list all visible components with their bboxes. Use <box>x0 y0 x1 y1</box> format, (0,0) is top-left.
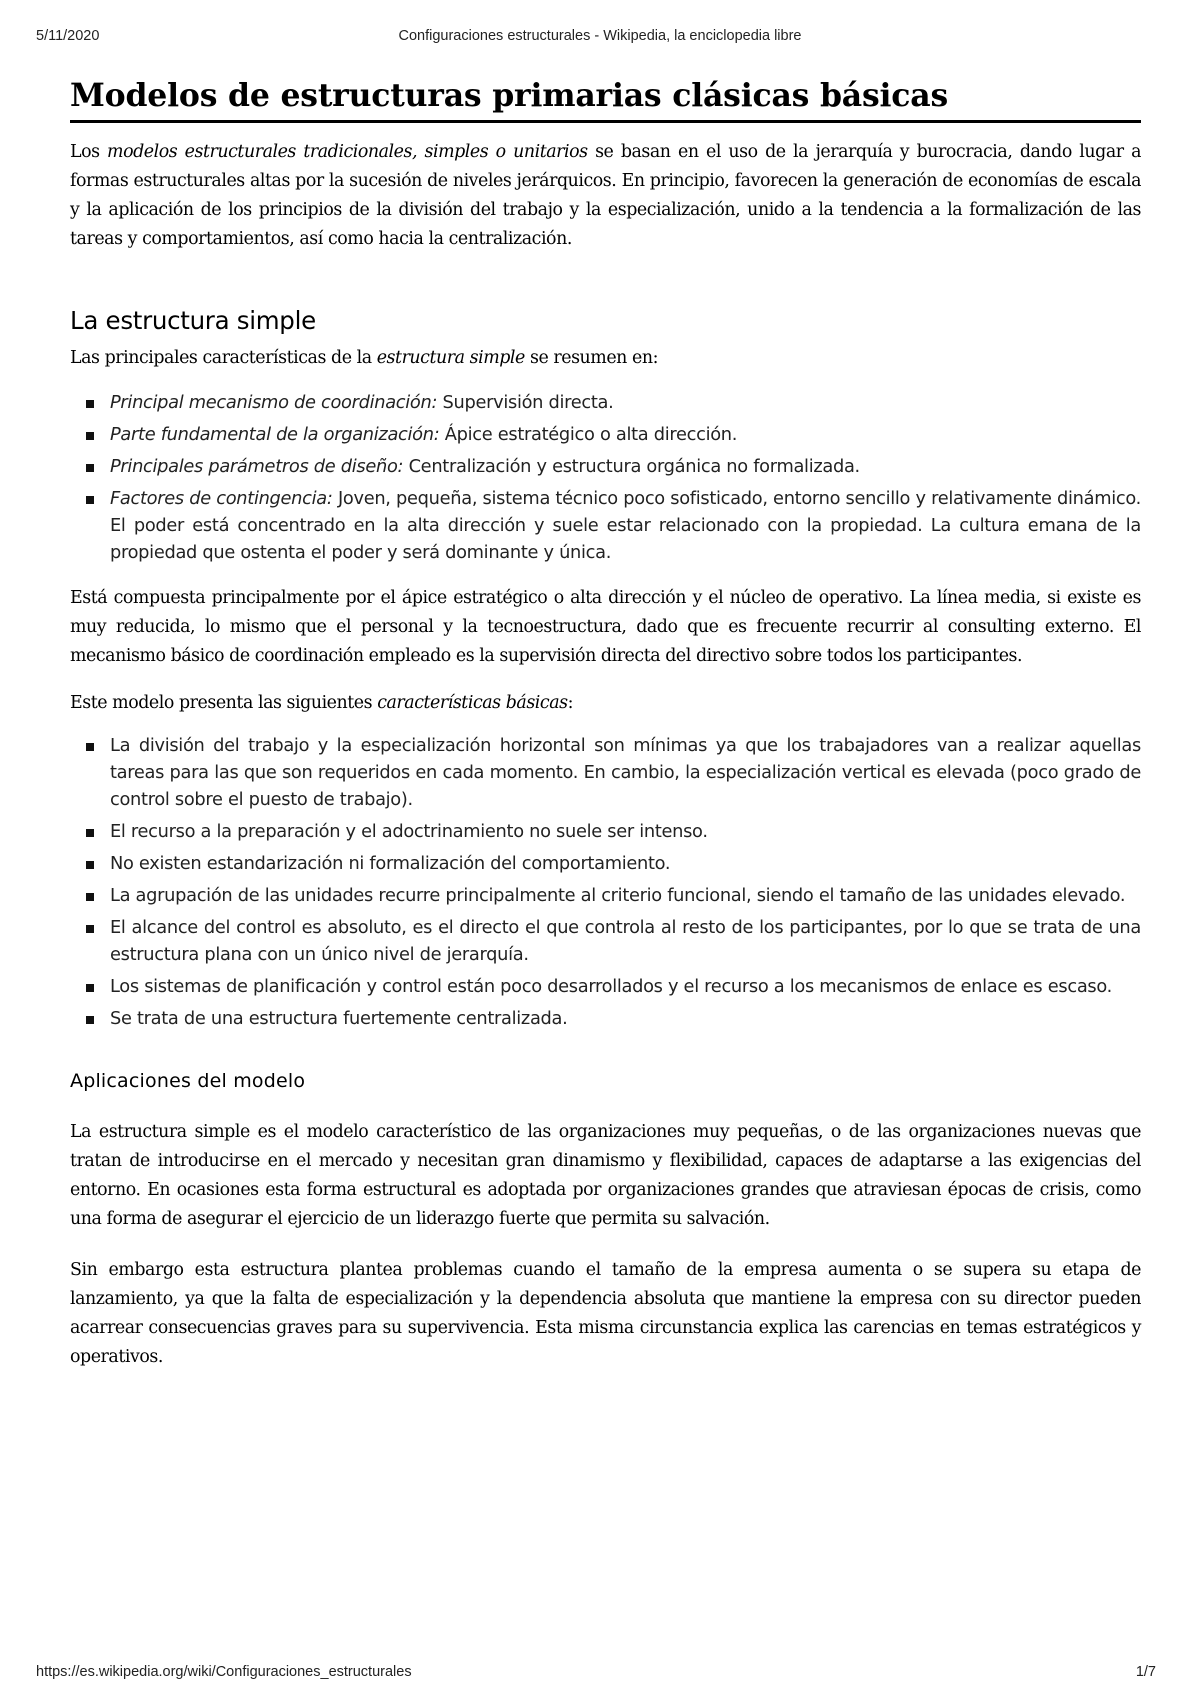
print-footer <box>0 1664 1200 1686</box>
section-heading-estructura-simple: La estructura simple <box>70 306 316 335</box>
characteristics-lead-post: : <box>567 693 574 713</box>
feature-key: Factores de contingencia: <box>110 488 333 509</box>
list-item <box>70 389 1141 416</box>
print-header <box>0 28 1200 52</box>
feature-key: Parte fundamental de la organización: <box>110 424 440 445</box>
characteristics-lead-emphasis: características básicas <box>377 693 568 713</box>
features-lead <box>70 344 1141 373</box>
list-item: No existen estandarización ni formalización del comportamiento. <box>70 850 1141 877</box>
problems-paragraph: Sin embargo esta estructura plantea problemas cuando el tamaño de la empresa aumenta o se supera su etapa de lanzamiento, ya que la falta de especialización y la dependencia absoluta que mantiene la empresa con su director pueden acarrear consecuencias graves para su supervivencia. Esta misma circunstancia explica las carencias en temas estratégicos y operativos. <box>70 1260 1141 1367</box>
intro-paragraph <box>70 138 1141 254</box>
list-item: Los sistemas de planificación y control están poco desarrollados y el recurso a los mecanismos de enlace es escaso. <box>70 973 1141 1000</box>
article-content <box>70 70 1141 1372</box>
list-item: El alcance del control es absoluto, es el directo el que controla al resto de los participantes, por lo que se trata de una estructura plana con un único nivel de jerarquía. <box>70 914 1141 968</box>
list-item: La agrupación de las unidades recurre principalmente al criterio funcional, siendo el tamaño de las unidades elevado. <box>70 882 1141 909</box>
features-lead-post: se resumen en: <box>524 348 659 368</box>
page-title: Modelos de estructuras primarias clásicas básicas <box>70 70 1141 123</box>
feature-key: Principal mecanismo de coordinación: <box>110 392 438 413</box>
list-item: La división del trabajo y la especialización horizontal son mínimas ya que los trabajadores van a realizar aquellas tareas para las que son requeridos en cada momento. En cambio, la especialización vertical es elevada (poco grado de control sobre el puesto de trabajo). <box>70 732 1141 813</box>
characteristics-lead <box>70 689 1141 718</box>
features-list <box>70 389 1141 566</box>
characteristics-list <box>70 732 1141 1032</box>
feature-value: Ápice estratégico o alta dirección. <box>439 424 738 445</box>
list-item: El recurso a la preparación y el adoctrinamiento no suele ser intenso. <box>70 818 1141 845</box>
print-date: 5/11/2020 <box>36 28 100 44</box>
features-lead-pre: Las principales características de la <box>70 348 377 368</box>
feature-value: Supervisión directa. <box>437 392 614 413</box>
print-url: https://es.wikipedia.org/wiki/Configuraciones_estructurales <box>36 1664 412 1680</box>
page-number: 1/7 <box>1135 1664 1156 1680</box>
subsection-heading-aplicaciones: Aplicaciones del modelo <box>70 1070 306 1092</box>
applications-paragraph: La estructura simple es el modelo característico de las organizaciones muy pequeñas, o de las organizaciones nuevas que tratan de introducirse en el mercado y necesitan gran dinamismo y flexibilidad, capaces de adaptarse a las exigencias del entorno. En ocasiones esta forma estructural es adoptada por organizaciones grandes que atraviesan épocas de crisis, como una forma de asegurar el ejercicio de un liderazgo fuerte que permita su salvación. <box>70 1122 1141 1229</box>
characteristics-lead-pre: Este modelo presenta las siguientes <box>70 693 378 713</box>
feature-value: Joven, pequeña, sistema técnico poco sofisticado, entorno sencillo y relativamente dinámico. El poder está concentrado en la alta dirección y suele estar relacionado con la propiedad. La cultura emana de la propiedad que ostenta el poder y será dominante y única. <box>110 488 1141 563</box>
list-item: Se trata de una estructura fuertemente centralizada. <box>70 1005 1141 1032</box>
intro-text-pre: Los <box>70 142 108 162</box>
feature-key: Principales parámetros de diseño: <box>110 456 404 477</box>
intro-emphasis: modelos estructurales tradicionales, simples o unitarios <box>107 142 588 162</box>
feature-value: Centralización y estructura orgánica no formalizada. <box>403 456 860 477</box>
list-item <box>70 453 1141 480</box>
features-lead-emphasis: estructura simple <box>376 348 525 368</box>
composition-paragraph: Está compuesta principalmente por el ápice estratégico o alta dirección y el núcleo de operativo. La línea media, si existe es muy reducida, lo mismo que el personal y la tecnoestructura, dado que es frecuente recurrir al consulting externo. El mecanismo básico de coordinación empleado es la supervisión directa del directivo sobre todos los participantes. <box>70 588 1141 666</box>
list-item <box>70 485 1141 566</box>
intro-text-post: se basan en el uso de la jerarquía y burocracia, dando lugar a formas estructurales altas por la sucesión de niveles jerárquicos. En principio, favorecen la generación de economías de escala y la aplicación de los principios de la división del trabajo y la especialización, unido a la tendencia a la formalización de las tareas y comportamientos, así como hacia la centralización. <box>70 142 1141 249</box>
print-page-title: Configuraciones estructurales - Wikipedia, la enciclopedia libre <box>398 28 802 44</box>
list-item <box>70 421 1141 448</box>
